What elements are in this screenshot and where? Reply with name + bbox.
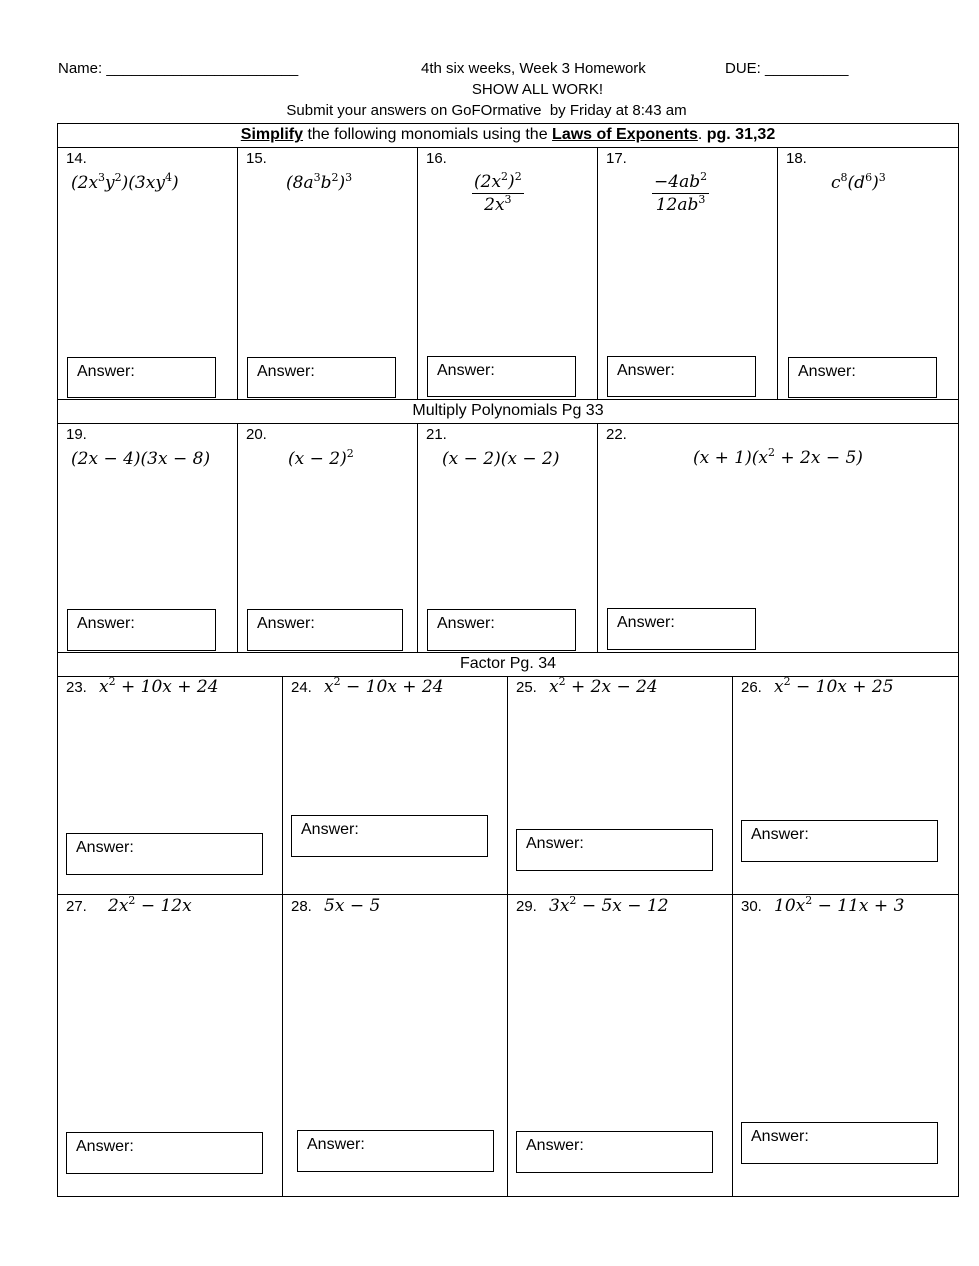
problem-14-expression: $(2x^3y^2)(3xy^4)$ — [71, 171, 179, 193]
section-title-text: the following monomials using the — [303, 126, 553, 143]
problem-number: 30. — [741, 898, 762, 915]
answer-label: Answer: — [76, 1138, 134, 1155]
grid-line — [57, 1196, 959, 1197]
grid-line — [732, 676, 733, 1196]
answer-box-22[interactable] — [607, 608, 756, 650]
grid-line — [57, 423, 959, 424]
grid-line — [57, 147, 959, 148]
answer-box-27[interactable] — [66, 1132, 263, 1174]
answer-label: Answer: — [526, 835, 584, 852]
problem-17-expression: $\frac{-4ab^2}{12ab^3}$ — [654, 170, 708, 215]
section-title-simplify — [57, 125, 959, 145]
problem-number: 19. — [66, 426, 87, 443]
problem-number: 24. — [291, 679, 312, 696]
grid-line — [237, 423, 238, 652]
section-title-dot: . — [697, 126, 707, 143]
answer-label: Answer: — [76, 839, 134, 856]
problem-28-expression: 5x − 5 — [324, 896, 381, 916]
problem-20-expression: $(x - 2)^2$ — [288, 447, 354, 469]
due-field[interactable]: DUE: __________ — [725, 60, 849, 77]
problem-30-expression: $10x^2 - 11x + 3$ — [774, 894, 905, 916]
problem-number: 20. — [246, 426, 267, 443]
problem-number: 26. — [741, 679, 762, 696]
problem-18-expression: $c^8(d^6)^3$ — [831, 171, 886, 193]
grid-line — [282, 676, 283, 1196]
problem-number: 25. — [516, 679, 537, 696]
problem-22-expression: $(x + 1)(x^2 + 2x - 5)$ — [693, 446, 863, 468]
grid-line — [57, 894, 959, 895]
answer-box-19[interactable] — [67, 609, 216, 651]
answer-label: Answer: — [77, 615, 135, 632]
grid-line — [597, 147, 598, 399]
problem-number: 29. — [516, 898, 537, 915]
grid-line — [597, 423, 598, 652]
grid-line — [57, 652, 959, 653]
problem-15-expression: $(8a^3b^2)^3$ — [286, 171, 353, 193]
grid-line — [57, 123, 959, 124]
grid-line — [417, 423, 418, 652]
section-title-factor: Factor Pg. 34 — [459, 655, 557, 672]
answer-box-24[interactable] — [291, 815, 488, 857]
answer-box-18[interactable] — [788, 357, 937, 398]
answer-label: Answer: — [257, 615, 315, 632]
problem-21-expression: (x − 2)(x − 2) — [442, 449, 560, 469]
worksheet-title: 4th six weeks, Week 3 Homework — [421, 60, 646, 77]
problem-25-expression: $x^2 + 2x - 24$ — [549, 675, 658, 697]
show-work-instruction: SHOW ALL WORK! — [471, 81, 604, 98]
problem-number: 23. — [66, 679, 87, 696]
problem-23-expression: $x^2 + 10x + 24$ — [99, 675, 219, 697]
answer-box-16[interactable] — [427, 356, 576, 397]
problem-number: 15. — [246, 150, 267, 167]
problem-26-expression: $x^2 - 10x + 25$ — [774, 675, 894, 697]
problem-24-expression: $x^2 - 10x + 24$ — [324, 675, 444, 697]
laws-keyword: Laws of Exponents — [552, 126, 698, 143]
answer-label: Answer: — [307, 1136, 365, 1153]
answer-label: Answer: — [437, 362, 495, 379]
answer-box-15[interactable] — [247, 357, 396, 398]
answer-box-21[interactable] — [427, 609, 576, 651]
answer-box-29[interactable] — [516, 1131, 713, 1173]
answer-box-23[interactable] — [66, 833, 263, 875]
answer-box-14[interactable] — [67, 357, 216, 398]
answer-label: Answer: — [437, 615, 495, 632]
answer-label: Answer: — [798, 363, 856, 380]
answer-box-25[interactable] — [516, 829, 713, 871]
page-reference: pg. 31,32 — [706, 126, 776, 143]
problem-number: 18. — [786, 150, 807, 167]
problem-29-expression: $3x^2 - 5x - 12$ — [549, 894, 669, 916]
grid-line — [777, 147, 778, 399]
submit-instruction: Submit your answers on GoFOrmative by Friday at 8:43 am — [286, 102, 687, 119]
answer-box-30[interactable] — [741, 1122, 938, 1164]
answer-label: Answer: — [617, 614, 675, 631]
answer-label: Answer: — [257, 363, 315, 380]
answer-box-20[interactable] — [247, 609, 403, 651]
problem-27-expression: $2x^2 - 12x$ — [108, 894, 192, 916]
problem-19-expression: (2x − 4)(3x − 8) — [71, 449, 211, 469]
answer-box-26[interactable] — [741, 820, 938, 862]
answer-label: Answer: — [751, 1128, 809, 1145]
grid-line — [417, 147, 418, 399]
problem-number: 27. — [66, 898, 87, 915]
problem-number: 16. — [426, 150, 447, 167]
answer-box-28[interactable] — [297, 1130, 494, 1172]
problem-number: 14. — [66, 150, 87, 167]
answer-label: Answer: — [301, 821, 359, 838]
problem-number: 22. — [606, 426, 627, 443]
answer-label: Answer: — [526, 1137, 584, 1154]
answer-label: Answer: — [77, 363, 135, 380]
name-field[interactable]: Name: _______________________ — [58, 60, 299, 77]
problem-number: 21. — [426, 426, 447, 443]
grid-line — [237, 147, 238, 399]
answer-box-17[interactable] — [607, 356, 756, 397]
grid-line — [507, 676, 508, 1196]
problem-number: 28. — [291, 898, 312, 915]
problem-number: 17. — [606, 150, 627, 167]
simplify-keyword: Simplify — [240, 126, 304, 143]
problem-16-expression: $\frac{(2x^2)^2}{2x^3}$ — [474, 170, 522, 215]
section-title-multiply: Multiply Polynomials Pg 33 — [412, 402, 604, 419]
answer-label: Answer: — [751, 826, 809, 843]
answer-label: Answer: — [617, 362, 675, 379]
grid-line — [57, 399, 959, 400]
